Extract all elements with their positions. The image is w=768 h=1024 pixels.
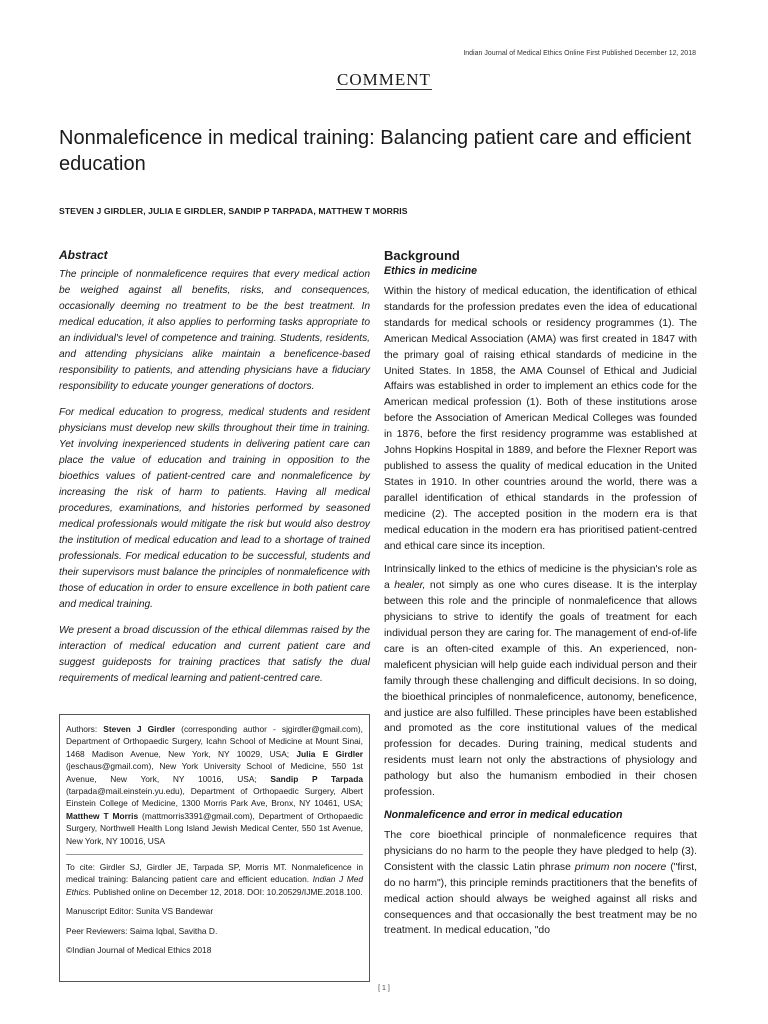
p2-healer: healer, — [394, 580, 426, 592]
abstract-column — [59, 248, 370, 697]
article-title: Nonmaleficence in medical training: Balancing patient care and efficient education — [59, 127, 692, 175]
body-paragraph-2 — [384, 562, 697, 801]
authors-label: Authors: — [66, 724, 104, 734]
body-paragraph-3 — [384, 828, 697, 939]
info-divider — [66, 854, 363, 855]
body-column — [384, 248, 697, 947]
copyright: ©Indian Journal of Medical Ethics 2018 — [66, 945, 212, 956]
p3-text-b: ("first, do no harm"), this principle reminds practitioners that the benefits of medical action should always be weighed against all risks and consequences and that occasionally the best treatment may be no treatment. In medical education, "do — [384, 861, 697, 937]
page-number: [ 1 ] — [378, 985, 390, 992]
author-list: STEVEN J GIRDLER, JULIA E GIRDLER, SANDIP P TARPADA, MATTHEW T MORRIS — [59, 206, 408, 216]
journal-header: Indian Journal of Medical Ethics Online First Published December 12, 2018 — [463, 50, 696, 57]
citation-journal: Indian J Med Ethics. — [66, 874, 364, 897]
abstract-paragraph-2: For medical education to progress, medical students and resident physicians must develop new skills throughout their time in training. Yet involving inexperienced students in delivering patient care can place the value of education and training in opposition to the bioethics values of patient-centred care and nonmaleficence by increasing the risk of harm to patients. Having all medical procedures, examinations, and histories performed by seasoned medical professionals would mitigate the risk but would also destroy the institution of medical education and lead to a shortage of trained professionals. For medical education to be successful, students and their supervisors must balance the principles of nonmaleficence with those of education in order to ensure excellence in both patient care and medical training. — [59, 407, 370, 610]
p3-latin: primum non nocere — [574, 861, 667, 873]
subheading-ethics: Ethics in medicine — [384, 265, 478, 277]
p3-text-a: The core bioethical principle of nonmaleficence requires that physicians do no harm to the people they have pledged to help (3). Consistent with the classic Latin phrase — [384, 830, 697, 873]
citation-text: To cite: Girdler SJ, Girdler JE, Tarpada SP, Morris MT. Nonmaleficence in medical training: Balancing patient care and efficient education. — [66, 862, 363, 885]
abstract-paragraph-3: We present a broad discussion of the ethical dilemmas raised by the interaction of medical education and current patient care and suggest guideposts for training practices that satisfy the dual requirements of medical learning and patient-centred care. — [59, 625, 370, 684]
manuscript-editor: Manuscript Editor: Sunita VS Bandewar — [66, 906, 214, 917]
section-label-text: COMMENT — [337, 70, 431, 89]
peer-reviewers: Peer Reviewers: Saima Iqbal, Savitha D. — [66, 925, 218, 936]
abstract-heading: Abstract — [59, 248, 108, 262]
citation-doi: Published online on December 12, 2018. DOI: 10.20529/IJME.2018.100. — [91, 886, 363, 897]
author-2-name: Julia E Girdler — [296, 748, 363, 759]
author-4-name: Matthew T Morris — [66, 810, 139, 821]
p2-text-a: Intrinsically linked to the ethics of medicine is the physician's role as a — [384, 564, 697, 592]
author-4-detail: (mattmorris3391@gmail.com), Department of Orthopaedic Surgery, Northwell Health Long Island Jewish Medical Center, 550 1st Avenue, New York, NY 10016, USA — [66, 810, 363, 846]
author-1-detail: (corresponding author - sjgirdler@gmail.com), Department of Orthopaedic Surgery, Icahn School of Medicine at Mount Sinai, 1468 Madison Avenue, New York, NY 10029, USA; — [66, 724, 363, 759]
subheading-nonmaleficence: Nonmaleficence and error in medical education — [384, 809, 623, 821]
author-3-name: Sandip P Tarpada — [270, 773, 363, 784]
p2-text-b: not simply as one who cures disease. It is the interplay between this role and the principle of nonmaleficence that allows physicians to strive to identify the goals of treatment for each individual person they are caring for. The management of end-of-life care is an often-cited example of this. An experienced, non-maleficent physician will help guide each individual person and their family through these challenging and difficult decisions. In so doing, the bioethical principles of nonmaleficence, autonomy, beneficence, and justice are also fulfilled. These principles have been established and promoted as the core institutional values of the medical profession for decades. During training, medical students and residents must learn not only the abstractions of physiology and pathology but also the humanism embodied in their chosen profession. — [384, 580, 697, 799]
abstract-paragraph-1: The principle of nonmaleficence requires that every medical action be weighed against all benefits, risks, and consequences, occasionally deeming no treatment to be the best treatment. In medical education, it also applies to performing tasks appropriate to an individual's level of competence and training. Students, residents, and attending physicians alike maintain a beneficence-based responsibility to patients, and attending physicians have a fiduciary responsibility to educate younger generations of doctors. — [59, 269, 370, 392]
author-1-name: Steven J Girdler — [103, 724, 176, 734]
citation — [66, 861, 363, 898]
section-label — [0, 70, 768, 90]
background-heading: Background — [384, 248, 460, 263]
author-2-detail: (jeschaus@gmail.com), New York University School of Medicine, 550 1st Avenue, New York, NY 10016, USA; — [66, 761, 363, 784]
author-affiliations — [66, 723, 363, 847]
author-3-detail: (tarpada@mail.einstein.yu.edu), Department of Orthopaedic Surgery, Albert Einstein College of Medicine, 1300 Morris Park Ave, Bronx, NY 10461, USA; — [66, 786, 363, 809]
author-info-box — [59, 714, 370, 982]
body-paragraph-1: Within the history of medical education, the identification of ethical standards for the profession predates even the idea of educational standards for medical schools or residency programmes (1). The American Medical Association (AMA) was first created in 1847 with the primary goal of raising ethical standards of medicine in the United States. In 1858, the AMA Counsel of Ethical and Judicial Affairs was established in order to implement an ethics code for the American medical profession (1). Both of these institutions arose before the Association of American Medical Colleges was founded in 1876, before the first residency programme was established at Johns Hopkins Hospital in 1889, and before the Flexner Report was published to assess the quality of medical education in the United States in 1910. In other countries around the world, there was a parallel identification of ethical standards in the profession of medicine (2). The accepted position in the modern era is that medical education in the modern era has prioritised patient-centred and ethical care since its inception. — [384, 286, 697, 552]
